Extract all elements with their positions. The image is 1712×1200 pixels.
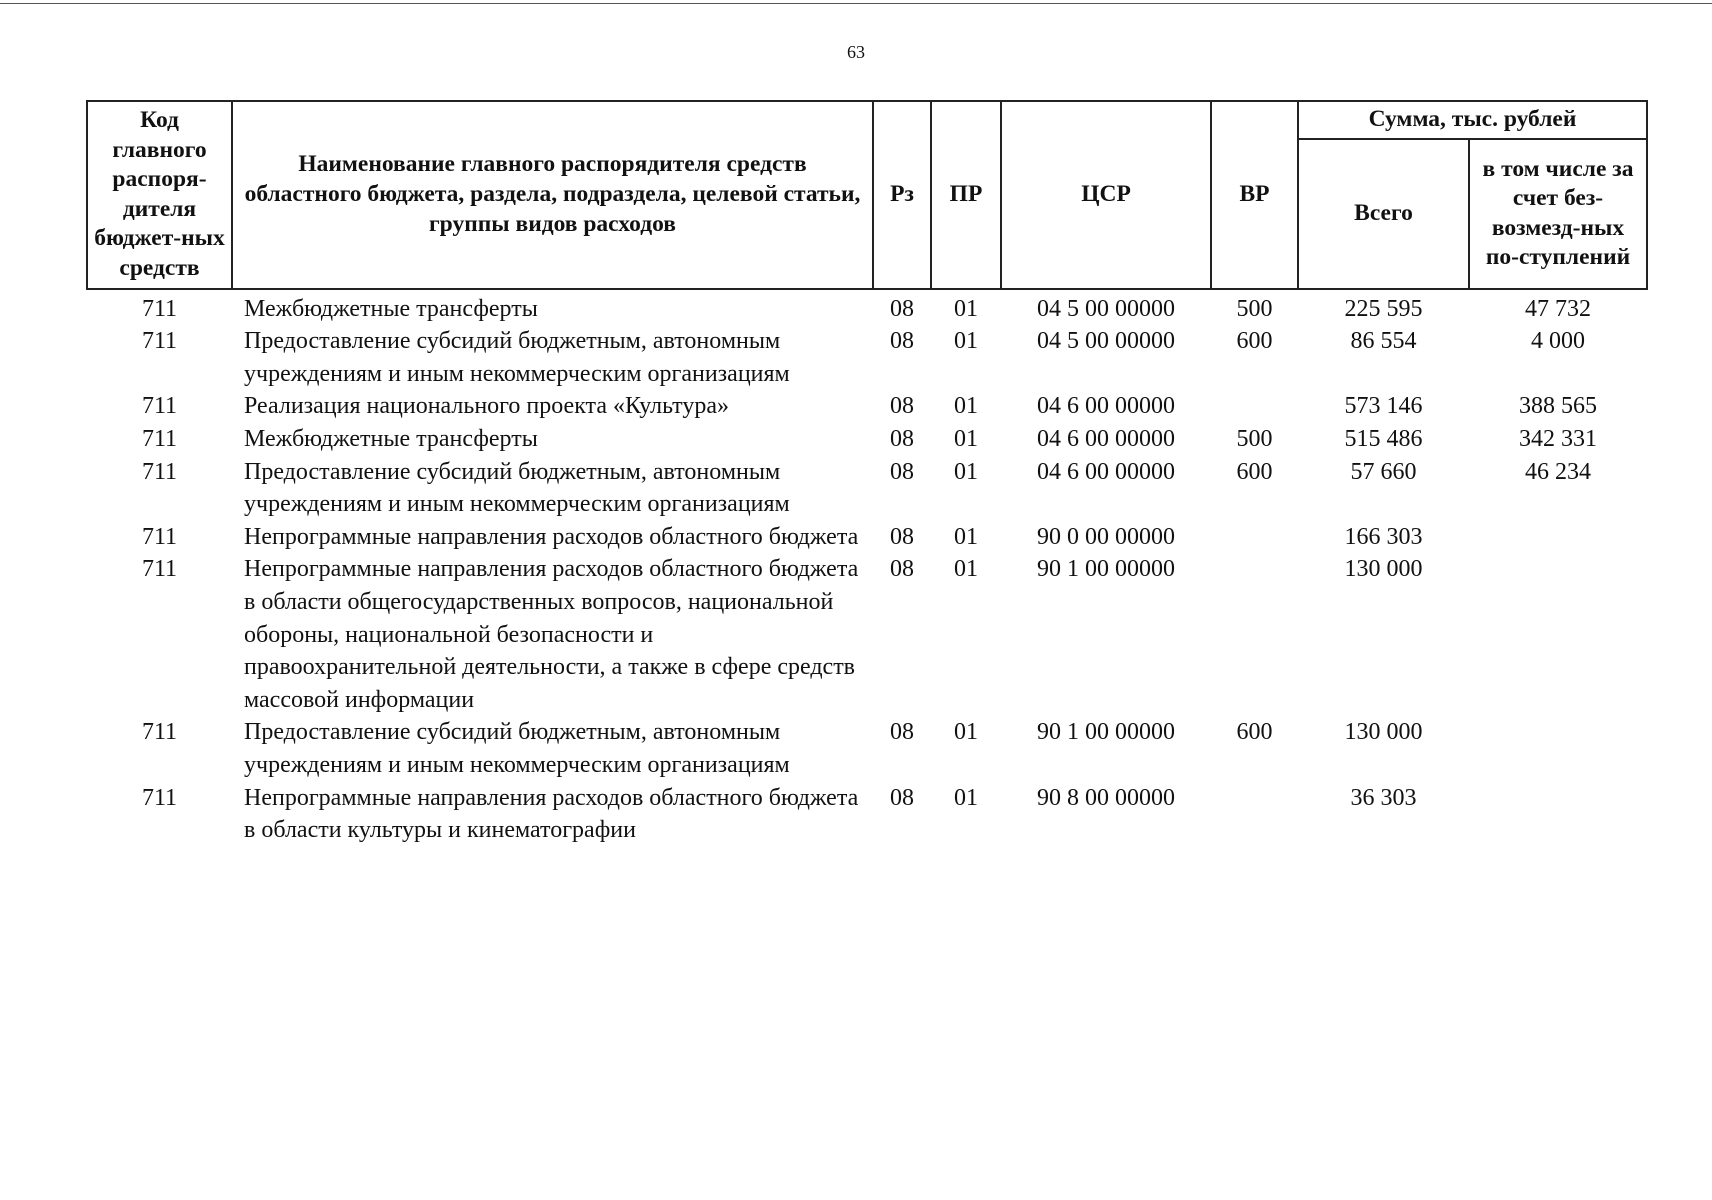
cell-code: 711	[141, 426, 178, 453]
cell-incl	[1469, 716, 1647, 781]
cell-total: 130 000	[1344, 719, 1423, 746]
cell-incl: 342 331	[1519, 426, 1597, 453]
cell-name: Межбюджетные трансферты	[244, 295, 538, 322]
cell-total: 225 595	[1344, 295, 1423, 322]
cell-incl	[1469, 782, 1647, 847]
cell-name: Предоставление субсидий бюджетным, автономным учреждениям и иным некоммерческим организациям	[244, 458, 790, 518]
cell-rz: 08	[890, 426, 914, 453]
cell-incl: 46 234	[1525, 458, 1591, 485]
header-total: Всего	[1298, 139, 1469, 289]
cell-rz: 08	[890, 719, 914, 746]
cell-pr: 01	[954, 556, 978, 583]
cell-total: 515 486	[1344, 426, 1423, 453]
cell-vr	[1211, 390, 1298, 423]
cell-csr: 90 1 00 00000	[1037, 556, 1175, 583]
cell-code: 711	[141, 523, 178, 550]
cell-incl: 388 565	[1519, 393, 1597, 420]
cell-code: 711	[141, 328, 178, 355]
cell-total: 86 554	[1350, 328, 1417, 355]
cell-name: Межбюджетные трансферты	[244, 426, 538, 453]
header-sum: Сумма, тыс. рублей	[1298, 101, 1647, 139]
top-rule	[0, 3, 1712, 4]
table-row	[87, 782, 1647, 847]
header-vr: ВР	[1211, 101, 1298, 289]
cell-code: 711	[141, 458, 178, 485]
cell-rz: 08	[890, 393, 914, 420]
cell-vr	[1211, 521, 1298, 554]
cell-csr: 90 0 00 00000	[1037, 523, 1175, 550]
cell-total: 130 000	[1344, 556, 1423, 583]
cell-csr: 04 6 00 00000	[1037, 458, 1175, 485]
table-row	[87, 553, 1647, 716]
table-row	[87, 456, 1647, 521]
cell-rz: 08	[890, 458, 914, 485]
cell-pr: 01	[954, 523, 978, 550]
header-pr: ПР	[931, 101, 1001, 289]
cell-code: 711	[141, 295, 178, 322]
table-row	[87, 521, 1647, 554]
cell-total: 573 146	[1344, 393, 1423, 420]
cell-code: 711	[141, 719, 178, 746]
cell-vr	[1211, 782, 1298, 847]
header-name: Наименование главного распорядителя средств областного бюджета, раздела, подраздела, целевой статьи, группы видов расходов	[232, 101, 873, 289]
cell-code: 711	[141, 393, 178, 420]
cell-incl: 4 000	[1531, 328, 1585, 355]
budget-table	[86, 100, 1648, 847]
cell-total: 57 660	[1350, 458, 1417, 485]
cell-csr: 04 6 00 00000	[1037, 393, 1175, 420]
table-row	[87, 716, 1647, 781]
cell-vr: 600	[1236, 328, 1273, 355]
cell-pr: 01	[954, 393, 978, 420]
header-incl: в том числе за счет без-возмезд-ных по-ступлений	[1469, 139, 1647, 289]
cell-csr: 04 5 00 00000	[1037, 295, 1175, 322]
cell-csr: 90 1 00 00000	[1037, 719, 1175, 746]
table-row	[87, 325, 1647, 390]
cell-name: Предоставление субсидий бюджетным, автономным учреждениям и иным некоммерческим организациям	[244, 328, 790, 387]
cell-name: Непрограммные направления расходов областного бюджета в области культуры и кинематографии	[244, 784, 859, 844]
table-row	[87, 289, 1647, 326]
cell-total: 166 303	[1344, 523, 1423, 550]
cell-csr: 90 8 00 00000	[1037, 784, 1175, 811]
cell-csr: 04 6 00 00000	[1037, 426, 1175, 453]
cell-code: 711	[141, 556, 178, 583]
cell-vr: 600	[1236, 458, 1273, 485]
cell-vr: 600	[1236, 719, 1273, 746]
cell-pr: 01	[954, 719, 978, 746]
table-row	[87, 390, 1647, 423]
cell-rz: 08	[890, 556, 914, 583]
cell-name: Непрограммные направления расходов областного бюджета в области общегосударственных вопросов, национальной обороны, национальной безопасности и правоохранительной деятельности, а также в сфере средств массовой информации	[244, 556, 859, 713]
cell-vr: 500	[1236, 295, 1273, 322]
cell-pr: 01	[954, 295, 978, 322]
cell-rz: 08	[890, 328, 914, 355]
cell-csr: 04 5 00 00000	[1037, 328, 1175, 355]
header-csr: ЦСР	[1001, 101, 1211, 289]
cell-name: Непрограммные направления расходов областного бюджета	[244, 523, 859, 550]
header-code: Код главного распоря-дителя бюджет-ных средств	[87, 101, 232, 289]
cell-pr: 01	[954, 784, 978, 811]
cell-incl	[1469, 521, 1647, 554]
cell-name: Предоставление субсидий бюджетным, автономным учреждениям и иным некоммерческим организациям	[244, 719, 790, 778]
table-row	[87, 423, 1647, 456]
header-rz: Рз	[873, 101, 931, 289]
cell-pr: 01	[954, 426, 978, 453]
cell-rz: 08	[890, 784, 914, 811]
cell-pr: 01	[954, 328, 978, 355]
cell-code: 711	[141, 784, 178, 811]
cell-name: Реализация национального проекта «Культура»	[244, 393, 729, 420]
cell-incl: 47 732	[1525, 295, 1591, 322]
cell-rz: 08	[890, 295, 914, 322]
cell-vr	[1211, 553, 1298, 716]
cell-rz: 08	[890, 523, 914, 550]
page-number: 63	[847, 42, 865, 62]
cell-total: 36 303	[1350, 784, 1417, 811]
cell-vr: 500	[1236, 426, 1273, 453]
cell-incl	[1469, 553, 1647, 716]
cell-pr: 01	[954, 458, 978, 485]
